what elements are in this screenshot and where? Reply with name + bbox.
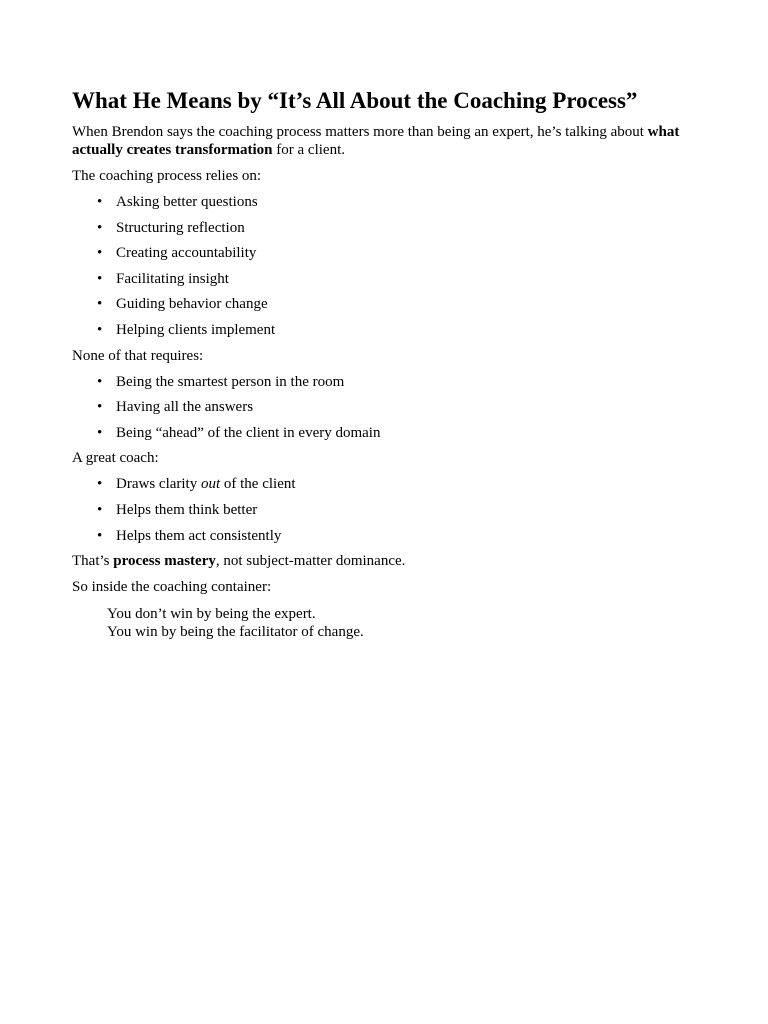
- intro-text-after: for a client.: [272, 142, 345, 158]
- bullet-icon: •: [97, 270, 103, 287]
- list-item: [97, 501, 696, 519]
- list-item: [97, 219, 696, 237]
- list-item: [97, 424, 696, 442]
- bullet-icon: •: [97, 373, 103, 390]
- process-intro: The coaching process relies on:: [72, 168, 262, 184]
- list-item: [97, 373, 696, 391]
- none-list: [72, 373, 696, 442]
- none-intro: None of that requires:: [72, 347, 204, 364]
- list-item-text: Asking better questions: [116, 194, 258, 210]
- bullet-icon: •: [97, 296, 103, 313]
- page-title: What He Means by “It’s All About the Coaching Process”: [72, 88, 638, 113]
- coach-item-text-italic: out: [200, 476, 221, 493]
- coach-item-text-before: Draws clarity: [116, 476, 201, 493]
- list-item-text: Having all the answers: [116, 399, 254, 416]
- bullet-icon: •: [97, 219, 103, 236]
- list-item: [97, 270, 696, 288]
- coach-intro: A great coach:: [72, 450, 159, 467]
- process-list: [72, 193, 696, 339]
- bullet-icon: •: [97, 245, 103, 262]
- closing-blockquote: [107, 605, 696, 641]
- list-item: [97, 244, 696, 262]
- list-item-text: Structuring reflection: [116, 219, 245, 236]
- list-item: [97, 321, 696, 339]
- list-item-text: Creating accountability: [116, 245, 257, 262]
- closing-line: You win by being the facilitator of change.: [107, 624, 364, 641]
- list-item: [97, 398, 696, 416]
- list-item: [97, 193, 696, 211]
- bullet-icon: •: [97, 194, 103, 210]
- intro-paragraph: [72, 123, 696, 159]
- intro-text-bold: what actually creates transformation: [72, 124, 680, 158]
- bullet-icon: •: [97, 424, 103, 441]
- intro-text-before: When Brendon says the coaching process matters more than being an expert, he’s talking about: [72, 124, 648, 140]
- coach-item-text-after: of the client: [220, 476, 296, 493]
- bullet-icon: •: [97, 476, 103, 493]
- bullet-icon: •: [97, 399, 103, 416]
- mastery-text-after: , not subject-matter dominance.: [215, 553, 406, 570]
- list-item-text: Helps them think better: [116, 501, 258, 518]
- bullet-icon: •: [97, 321, 103, 338]
- mastery-text-bold: process mastery: [113, 553, 216, 570]
- list-item-text: Helping clients implement: [116, 321, 276, 338]
- closing-line: You don’t win by being the expert.: [107, 606, 316, 623]
- container-intro: So inside the coaching container:: [72, 579, 272, 596]
- mastery-text-before: That’s: [72, 553, 114, 570]
- list-item-text: Being the smartest person in the room: [116, 373, 345, 390]
- list-item: [97, 527, 696, 545]
- list-item-text: [116, 476, 296, 492]
- bullet-icon: •: [97, 501, 103, 518]
- list-item-text: Guiding behavior change: [116, 296, 268, 313]
- list-item-text: Being “ahead” of the client in every domain: [116, 424, 381, 441]
- mastery-paragraph: [72, 552, 696, 570]
- list-item-text: Facilitating insight: [116, 270, 229, 287]
- coach-list: [72, 475, 696, 544]
- list-item: [97, 475, 696, 493]
- list-item: [97, 295, 696, 313]
- bullet-icon: •: [97, 527, 103, 544]
- list-item-text: Helps them act consistently: [116, 527, 282, 544]
